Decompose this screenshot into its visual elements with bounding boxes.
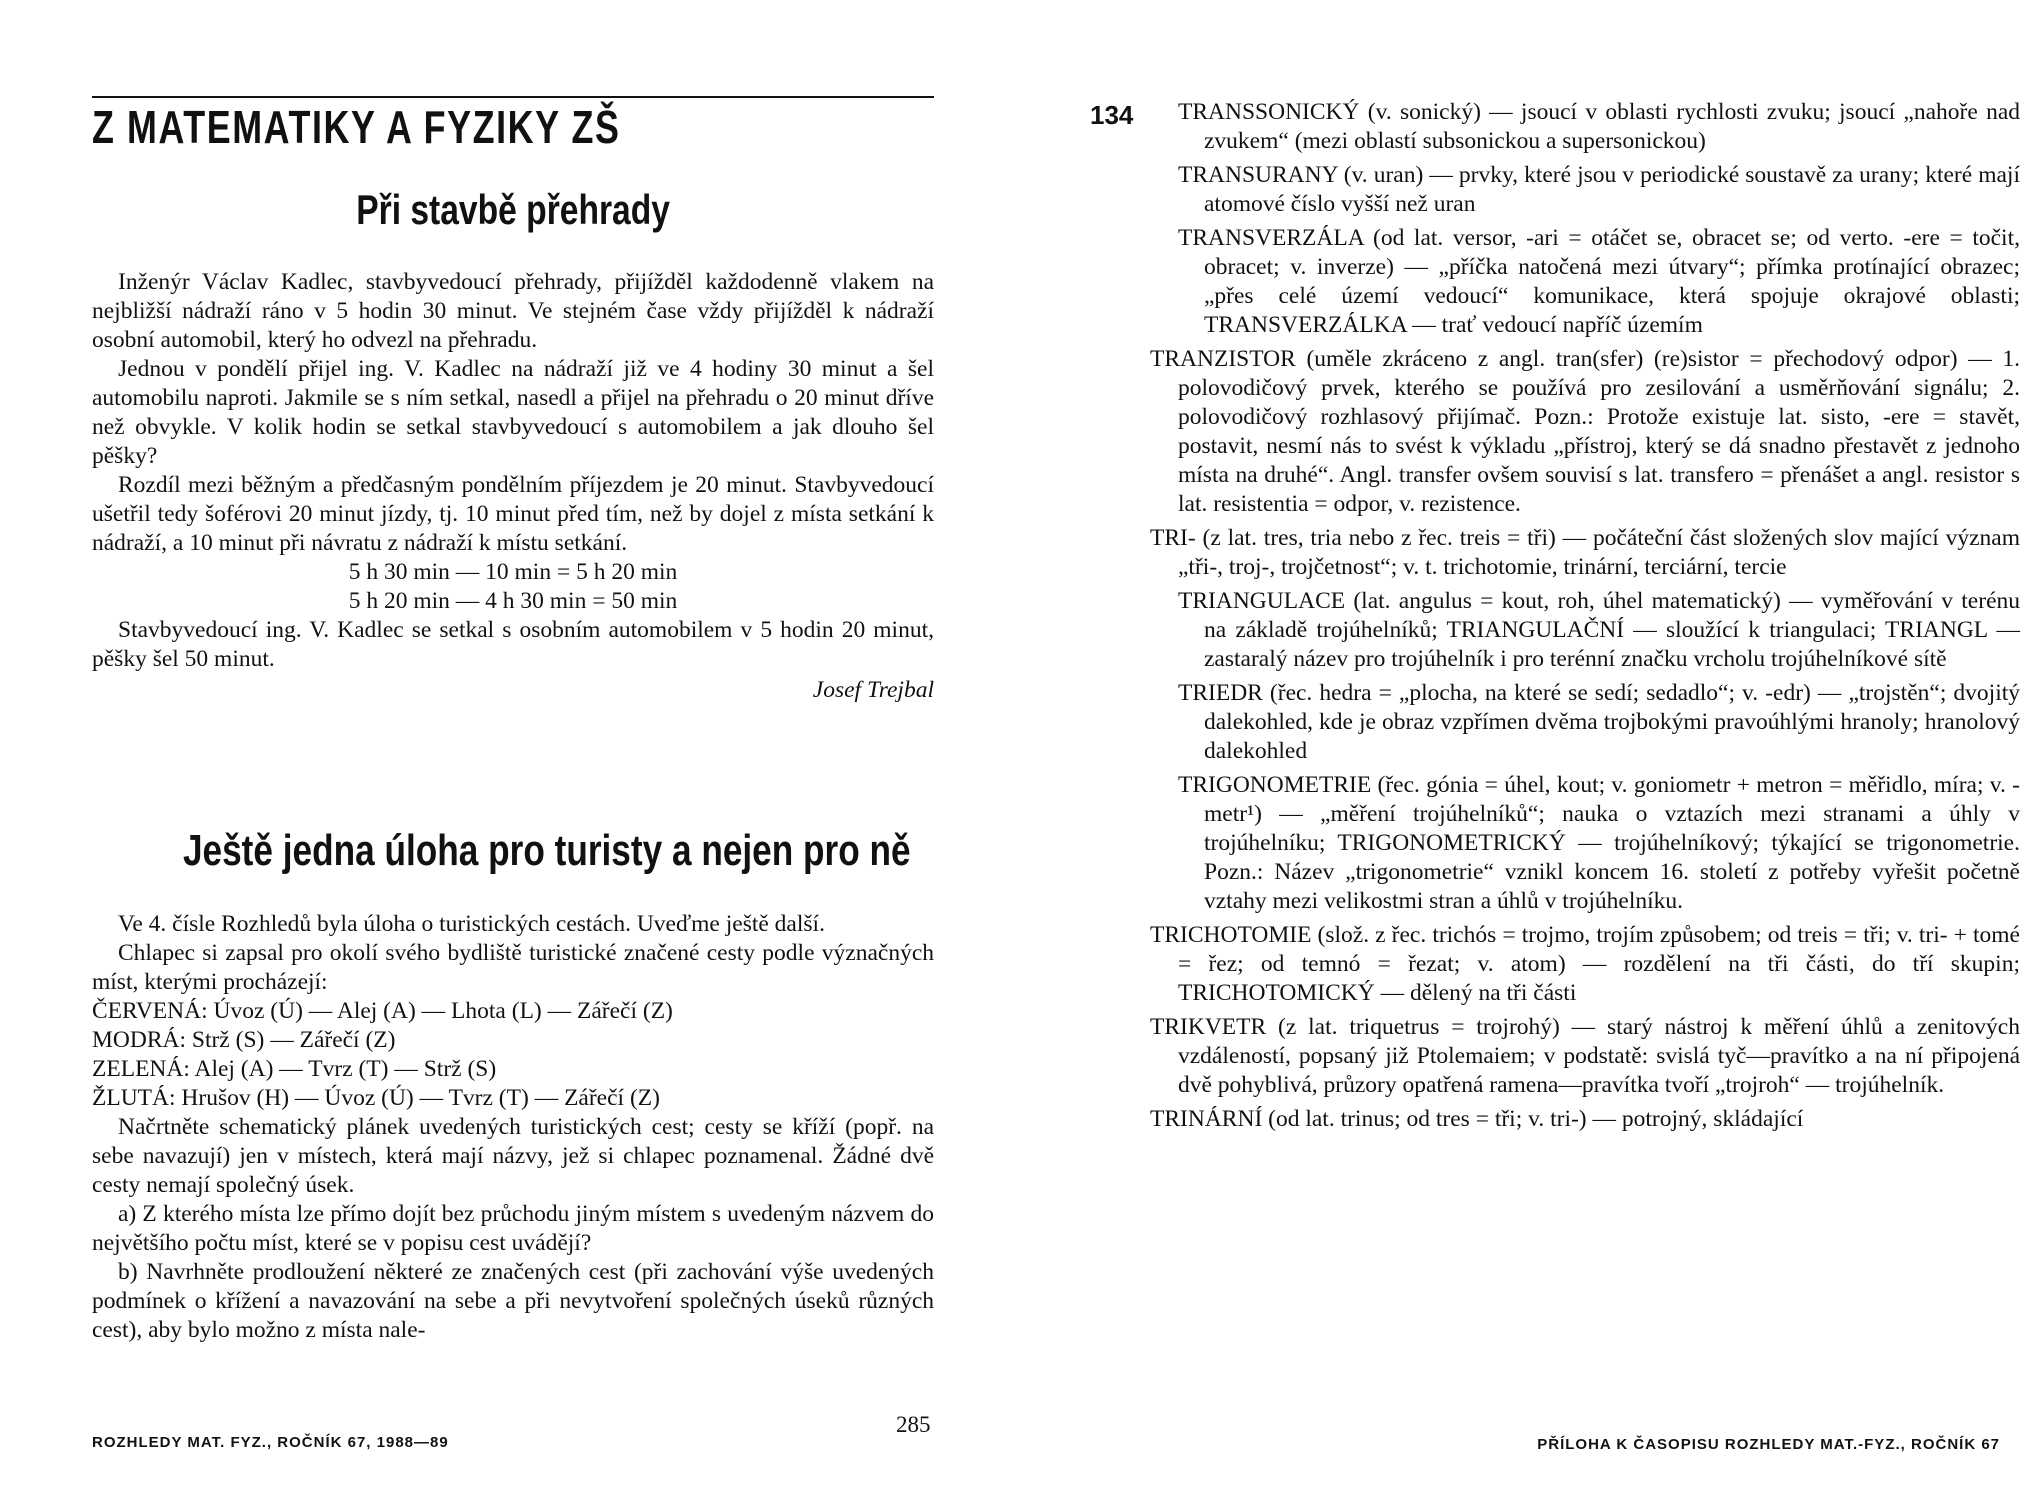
article2-paragraph: Načrtněte schematický plánek uvedených turistických cest; cesty se kříží (popř. na sebe navazují) jen v místech, která mají názvy, jež si chlapec poznamenal. Žádné dvě cesty nemají společný úsek. bbox=[92, 1114, 934, 1198]
route-line: MODRÁ: Strž (S) — Zářečí (Z) bbox=[92, 1027, 396, 1053]
section-title: Z MATEMATIKY A FYZIKY ZŠ bbox=[92, 101, 621, 153]
left-footer: ROZHLEDY MAT. FYZ., ROČNÍK 67, 1988—89 bbox=[92, 1434, 449, 1451]
dictionary-entry: TRIKVETR (z lat. triquetrus = trojrohý) — starý nástroj k měření úhlů a zenitových vzdáleností, popsaný již Ptolemaiem; v podstatě: svislá tyč—pravítko a na ní připojená dvě pohyblivá, průzory opatřená ramena—pravítka tvoří „trojroh“ — trojúhelník. bbox=[1150, 1014, 2020, 1098]
right-page-number: 134 bbox=[1090, 100, 1134, 130]
article2-intro: Ve 4. čísle Rozhledů byla úloha o turistických cestách. Uveďme ještě další. bbox=[118, 911, 825, 937]
article1-paragraph: Inženýr Václav Kadlec, stavbyvedoucí přehrady, přijížděl každodenně vlakem na nejbližší nádraží ráno v 5 hodin 30 minut. Ve stejném čase vždy přijížděl k nádraží osobní automobil, který ho odvezl na přehradu. bbox=[92, 269, 934, 353]
task-b: b) Navrhněte prodloužení některé ze značených cest (při zachování výše uvedených podmínek o křížení a navazování na sebe a při nevytvoření společných úseků různých cest), aby bylo možno z místa nale- bbox=[92, 1259, 934, 1343]
dictionary-entry: TRANSSONICKÝ (v. sonický) — jsoucí v oblasti rychlosti zvuku; jsoucí „nahoře nad zvukem“ (mezi oblastí subsonickou a supersonickou) bbox=[1178, 99, 2020, 154]
route-line: ZELENÁ: Alej (A) — Tvrz (T) — Strž (S) bbox=[92, 1056, 497, 1082]
task-a: a) Z kterého místa lze přímo dojít bez průchodu jiným místem s uvedeným názvem do největšího počtu míst, které se v popisu cest uvádějí? bbox=[92, 1201, 934, 1256]
right-page bbox=[1020, 0, 2040, 1501]
left-page-number: 285 bbox=[896, 1412, 931, 1437]
top-rule bbox=[92, 96, 934, 98]
dictionary-entry: TRICHOTOMIE (slož. z řec. trichós = trojmo, trojím způsobem; od treis = tři; v. tri- + tomé = řez; od temnó = řezat; v. atom) — rozdělení na tři části, do tří skupin; TRICHOTOMICKÝ — dělený na tři části bbox=[1150, 922, 2020, 1006]
dictionary-entry: TRIANGULACE (lat. angulus = kout, roh, úhel matematický) — vyměřování v terénu na základě trojúhelníků; TRIANGULAČNÍ — sloužící k triangulaci; TRIANGL — zastaralý název pro trojúhelník i pro terénní značku vrcholu trojúhelníkové sítě bbox=[1178, 588, 2020, 672]
equation: 5 h 30 min — 10 min = 5 h 20 min bbox=[348, 559, 678, 585]
right-footer: PŘÍLOHA K ČASOPISU ROZHLEDY MAT.-FYZ., ROČNÍK 67 bbox=[1537, 1436, 2000, 1453]
dictionary-entry: TRIGONOMETRIE (řec. gónia = úhel, kout; v. goniometr + metron = měřidlo, míra; v. -metr¹) — „měření trojúhelníků“; nauka o vztazích mezi stranami a úhly v trojúhelníku; TRIGONOMETRICKÝ — trojúhelníkový; týkající se trigonometrie. Pozn.: Název „trigonometrie“ vznikl koncem 16. století z potřeby vyřešit početně vztahy mezi velikostmi stran a úhlů v trojúhelníku. bbox=[1178, 772, 2020, 914]
dictionary-entry: TRI- (z lat. tres, tria nebo z řec. treis = tři) — počáteční část složených slov mající význam „tři-, troj-, trojčetnost“; v. t. trichotomie, trinární, terciární, tercie bbox=[1150, 525, 2020, 580]
dictionary-entry: TRANZISTOR (uměle zkráceno z angl. tran(sfer) (re)sistor = přechodový odpor) — 1. polovodičový prvek, kterého se používá pro zesilování a usměrňování signálu; 2. polovodičový rozhlasový přijímač. Pozn.: Protože existuje lat. sisto, -ere = stavět, postavit, nesmí nás to svést k výkladu „přístroj, který se dá snadno přestavět z jednoho místa na druhé“. Angl. transfer ovšem souvisí s lat. transfero = přenášet a angl. resistor s lat. resistentia = odpor, v. rezistence. bbox=[1150, 346, 2020, 517]
dictionary-entry: TRINÁRNÍ (od lat. trinus; od tres = tři; v. tri-) — potrojný, skládající bbox=[1150, 1106, 1804, 1132]
dictionary-entry: TRANSVERZÁLA (od lat. versor, -ari = otáčet se, obracet se; od verto. -ere = točit, obracet; v. inverze) — „příčka natočená mezi útvary“; přímka protínající obrazec; „přes celé území vedoucí“ komunikace, která spojuje okrajové oblasti; TRANSVERZÁLKA — trať vedoucí napříč územím bbox=[1178, 225, 2020, 338]
article2-paragraph: Chlapec si zapsal pro okolí svého bydliště turistické značené cesty podle význačných míst, kterými procházejí: bbox=[92, 940, 934, 995]
article1-body bbox=[92, 268, 934, 705]
article2-title: Ještě jedna úloha pro turisty a nejen pro ně bbox=[182, 826, 911, 875]
article1-title: Při stavbě přehrady bbox=[356, 186, 670, 233]
dictionary-entry: TRANSURANY (v. uran) — prvky, které jsou v periodické soustavě za urany; které mají atomové číslo vyšší než uran bbox=[1178, 162, 2020, 217]
article2-body bbox=[92, 910, 934, 1345]
route-line: ČERVENÁ: Úvoz (Ú) — Alej (A) — Lhota (L) — Zářečí (Z) bbox=[92, 998, 673, 1024]
article1-paragraph: Jednou v pondělí přijel ing. V. Kadlec na nádraží již ve 4 hodiny 30 minut a šel automobilu naproti. Jakmile se s ním setkal, nasedl a přijel na přehradu o 20 minut dříve než obvykle. V kolik hodin se setkal stavbyvedoucí s automobilem a jak dlouho šel pěšky? bbox=[92, 356, 934, 469]
equation: 5 h 20 min — 4 h 30 min = 50 min bbox=[348, 588, 678, 614]
dictionary-entry: TRIEDR (řec. hedra = „plocha, na které se sedí; sedadlo“; v. -edr) — „trojstěn“; dvojitý dalekohled, kde je obraz vzpřímen dvěma trojbokými pravoúhlými hranoly; hranolový dalekohled bbox=[1178, 680, 2020, 764]
article1-paragraph: Rozdíl mezi běžným a předčasným pondělním příjezdem je 20 minut. Stavbyvedoucí ušetřil tedy šoférovi 20 minut jízdy, tj. 10 minut před tím, než by dojel z místa setkání k nádraží, a 10 minut při návratu z nádraží k místu setkání. bbox=[92, 472, 934, 556]
article1-conclusion: Stavbyvedoucí ing. V. Kadlec se setkal s osobním automobilem v 5 hodin 20 minut, pěšky šel 50 minut. bbox=[92, 617, 934, 672]
author: Josef Trejbal bbox=[812, 677, 934, 703]
route-line: ŽLUTÁ: Hrušov (H) — Úvoz (Ú) — Tvrz (T) — Zářečí (Z) bbox=[92, 1085, 660, 1111]
dictionary-entries bbox=[1150, 98, 2020, 1139]
